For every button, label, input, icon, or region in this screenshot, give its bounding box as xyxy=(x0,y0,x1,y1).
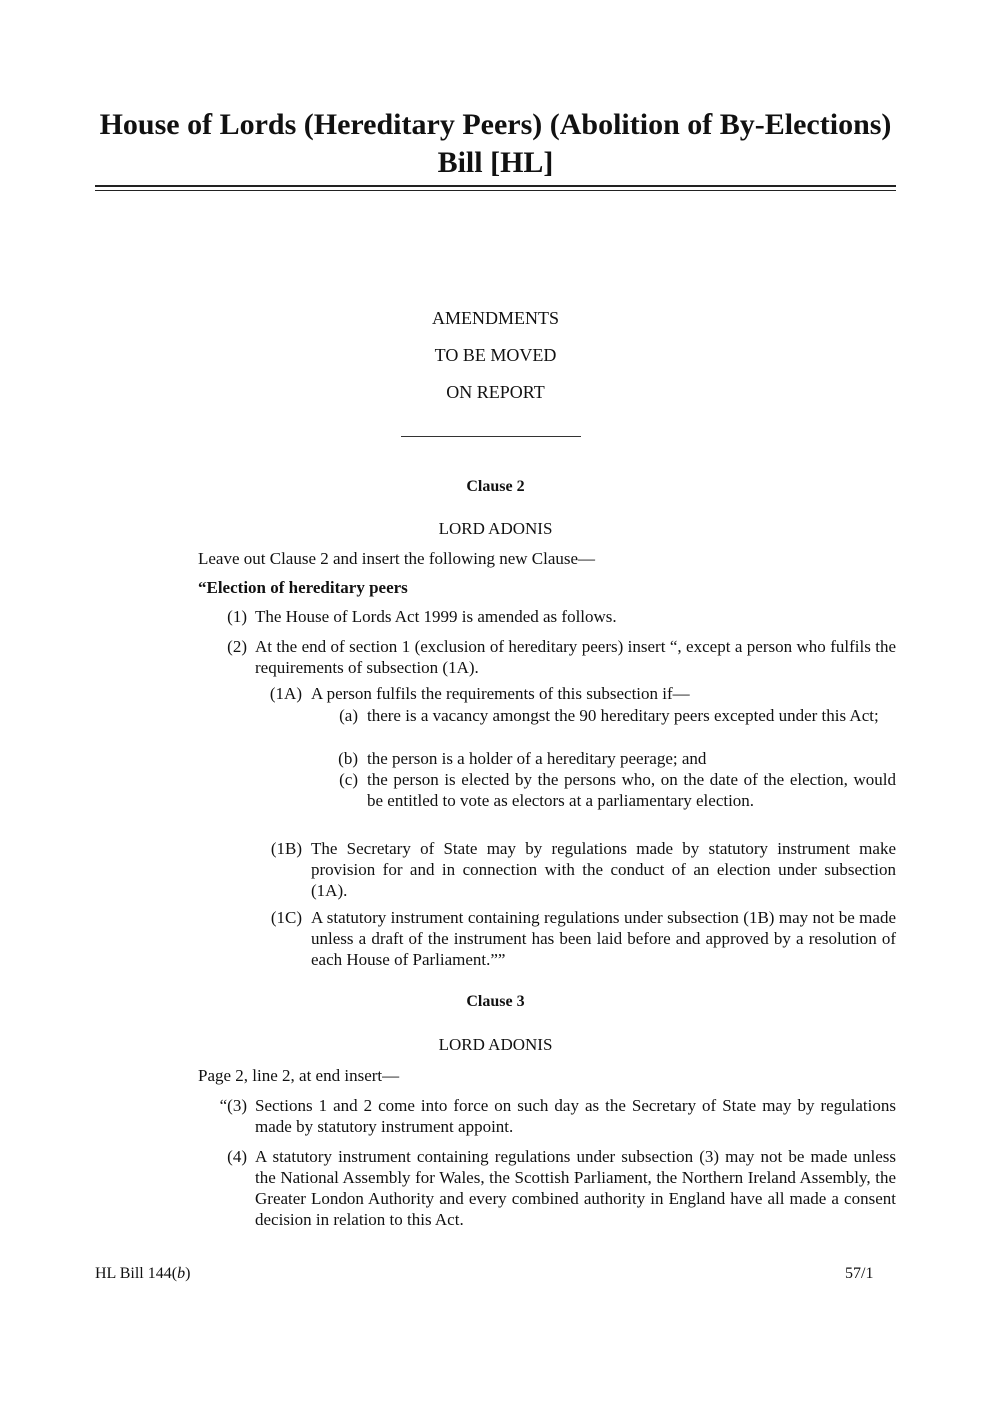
item-text: the person is a holder of a hereditary peerage; and xyxy=(367,749,707,768)
item-text: The House of Lords Act 1999 is amended as follows. xyxy=(255,607,617,626)
heading-to-be-moved: TO BE MOVED xyxy=(434,345,557,365)
item-text: there is a vacancy amongst the 90 hereditary peers excepted under this Act; xyxy=(367,706,879,725)
clause-2-label: Clause 2 xyxy=(466,478,525,495)
item-number: (a) xyxy=(339,706,358,725)
item-number: (4) xyxy=(227,1147,247,1166)
item-number: (1A) xyxy=(269,684,302,703)
bill-number: HL Bill 144(b) xyxy=(95,1265,191,1282)
item-text: A statutory instrument containing regulations under subsection (3) may not be made unless the National Assembly for Wales, the Scottish Parliament, the Northern Ireland Assembly, the Greater London Authority and every combined authority in England have all made a consent decision in relation to this Act. xyxy=(255,1147,896,1229)
section-divider xyxy=(401,436,581,437)
heading-on-report: ON REPORT xyxy=(446,382,545,402)
item-text: A person fulfils the requirements of this subsection if— xyxy=(311,684,690,703)
item-number: (c) xyxy=(339,770,358,789)
item-number: (1B) xyxy=(270,839,302,858)
item-text: the person is elected by the persons who, on the date of the election, would be entitled to vote as electors at a parliamentary election. xyxy=(367,770,896,810)
item-number: (b) xyxy=(338,749,358,768)
clause-3-member: LORD ADONIS xyxy=(438,1035,553,1054)
item-text: A statutory instrument containing regulations under subsection (1B) may not be made unless a draft of the instrument has been laid before and approved by a resolution of each House of Parliament.”” xyxy=(311,908,896,969)
heading-amendments: AMENDMENTS xyxy=(431,308,559,328)
new-clause-title: “Election of hereditary peers xyxy=(198,578,408,597)
bill-title: House of Lords (Hereditary Peers) (Abolition of By-Elections) Bill [HL] xyxy=(99,108,892,179)
item-number: “(3) xyxy=(219,1096,247,1115)
clause-3-intro: Page 2, line 2, at end insert— xyxy=(198,1066,400,1085)
clause-2-intro: Leave out Clause 2 and insert the following new Clause— xyxy=(198,549,596,568)
page-reference: 57/1 xyxy=(845,1265,874,1282)
item-text: At the end of section 1 (exclusion of hereditary peers) insert “, except a person who fulfils the requirements of subsection (1A). xyxy=(255,637,896,677)
item-number: (1) xyxy=(227,607,247,626)
item-number: (1C) xyxy=(270,908,302,927)
item-number: (2) xyxy=(227,637,247,656)
clause-3-label: Clause 3 xyxy=(466,993,525,1010)
clause-2-member: LORD ADONIS xyxy=(438,519,553,538)
item-text: Sections 1 and 2 come into force on such day as the Secretary of State may by regulations made by statutory instrument appoint. xyxy=(255,1096,896,1136)
title-rule-thick xyxy=(95,185,896,187)
item-text: The Secretary of State may by regulations made by statutory instrument make provision for and in connection with the conduct of an election under subsection (1A). xyxy=(311,839,896,900)
title-rule-thin xyxy=(95,190,896,191)
